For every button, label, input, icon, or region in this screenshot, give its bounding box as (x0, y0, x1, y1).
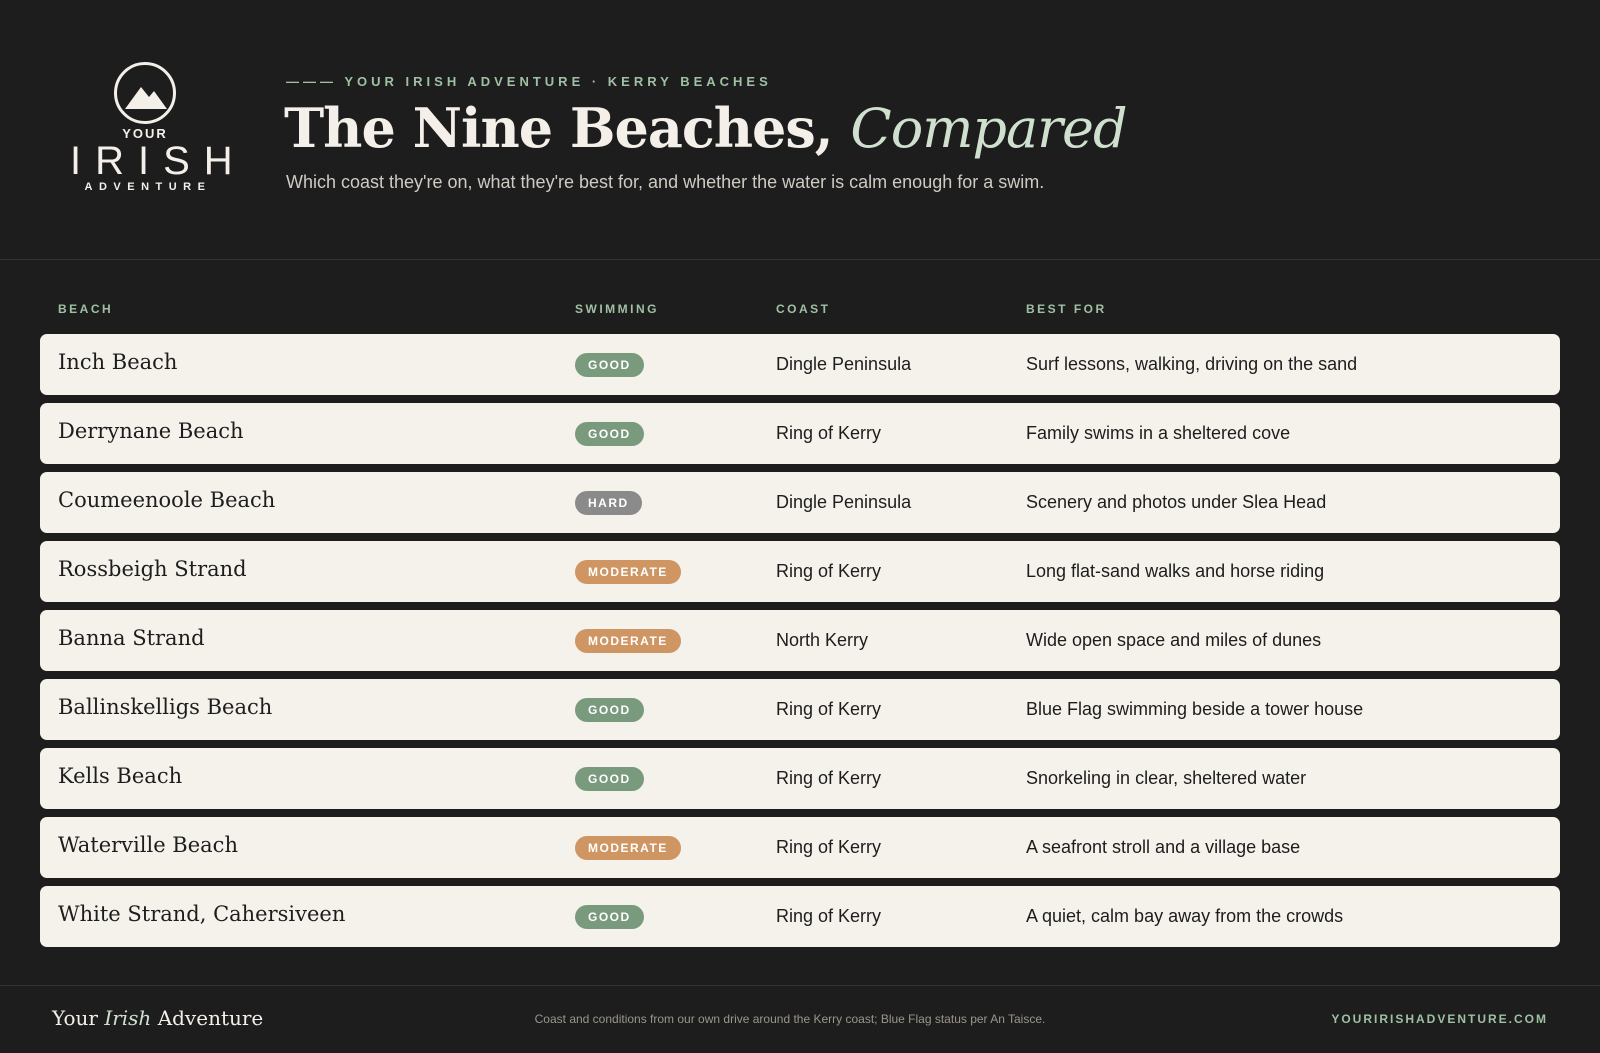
best-for-value: Wide open space and miles of dunes (1026, 630, 1322, 650)
beach-name: Derrynane Beach (58, 419, 244, 443)
table-header (40, 294, 1560, 326)
beach-name: Coumeenoole Beach (58, 488, 276, 512)
swimming-badge: GOOD (575, 353, 644, 377)
coast-value: Ring of Kerry (776, 906, 882, 926)
title-main: The Nine Beaches, (284, 96, 833, 160)
footer-brand-pre: Your (52, 1006, 98, 1030)
best-for-value: Surf lessons, walking, driving on the sand (1026, 354, 1358, 374)
beach-name: Rossbeigh Strand (58, 557, 247, 581)
swimming-badge: GOOD (575, 698, 644, 722)
swimming-badge: MODERATE (575, 629, 681, 653)
beach-name: Ballinskelligs Beach (58, 695, 273, 719)
best-for-value: Long flat-sand walks and horse riding (1026, 561, 1325, 581)
coast-value: Ring of Kerry (776, 561, 882, 581)
table-row (40, 403, 1560, 464)
beach-name: Inch Beach (58, 350, 178, 374)
column-header-swimming: SWIMMING (575, 302, 659, 316)
table-row (40, 334, 1560, 395)
table-row (40, 886, 1560, 947)
coast-value: Ring of Kerry (776, 768, 882, 788)
coast-value: Dingle Peninsula (776, 492, 912, 512)
column-header-best-for: BEST FOR (1026, 302, 1107, 316)
page-subtitle: Which coast they're on, what they're best for, and whether the water is calm enough for a swim. (286, 172, 1045, 192)
title-accent: Compared (850, 97, 1127, 160)
beach-name: Waterville Beach (58, 833, 238, 857)
swimming-badge: HARD (575, 491, 642, 515)
best-for-value: Family swims in a sheltered cove (1026, 423, 1291, 443)
logo-irish-text: IRISH (70, 139, 247, 183)
best-for-value: Snorkeling in clear, sheltered water (1026, 768, 1307, 788)
coast-value: Ring of Kerry (776, 837, 882, 857)
logo-your-text: YOUR (122, 126, 168, 141)
coast-value: Dingle Peninsula (776, 354, 912, 374)
coast-value: Ring of Kerry (776, 423, 882, 443)
mountain-icon (114, 62, 176, 124)
swimming-badge: MODERATE (575, 836, 681, 860)
swimming-badge: GOOD (575, 905, 644, 929)
footer-website-link[interactable]: YOURIRISHADVENTURE.COM (1331, 1012, 1548, 1026)
page-header (0, 0, 1600, 260)
page-footer (0, 985, 1600, 1053)
beach-name: White Strand, Cahersiveen (58, 902, 346, 926)
beach-name: Banna Strand (58, 626, 205, 650)
coast-value: Ring of Kerry (776, 699, 882, 719)
footer-brand-post: Adventure (157, 1006, 264, 1030)
table-row (40, 472, 1560, 533)
footer-source-note: Coast and conditions from our own drive around the Kerry coast; Blue Flag status per An Taisce. (534, 1012, 1046, 1026)
swimming-badge: GOOD (575, 422, 644, 446)
eyebrow-label: ——— YOUR IRISH ADVENTURE · KERRY BEACHES (286, 74, 772, 89)
swimming-badge: MODERATE (575, 560, 681, 584)
table-row (40, 541, 1560, 602)
brand-logo[interactable] (60, 62, 247, 202)
page-title (284, 96, 1127, 160)
best-for-value: Scenery and photos under Slea Head (1026, 492, 1327, 512)
column-header-coast: COAST (776, 302, 831, 316)
table-row (40, 679, 1560, 740)
beach-name: Kells Beach (58, 764, 183, 788)
logo-adventure-text: ADVENTURE (84, 181, 212, 193)
best-for-value: A quiet, calm bay away from the crowds (1026, 906, 1344, 926)
table-row (40, 610, 1560, 671)
coast-value: North Kerry (776, 630, 869, 650)
swimming-badge: GOOD (575, 767, 644, 791)
table-row (40, 817, 1560, 878)
footer-brand-italic: Irish (104, 1006, 152, 1030)
column-header-beach: BEACH (58, 302, 114, 316)
best-for-value: Blue Flag swimming beside a tower house (1026, 699, 1364, 719)
best-for-value: A seafront stroll and a village base (1026, 837, 1301, 857)
table-row (40, 748, 1560, 809)
